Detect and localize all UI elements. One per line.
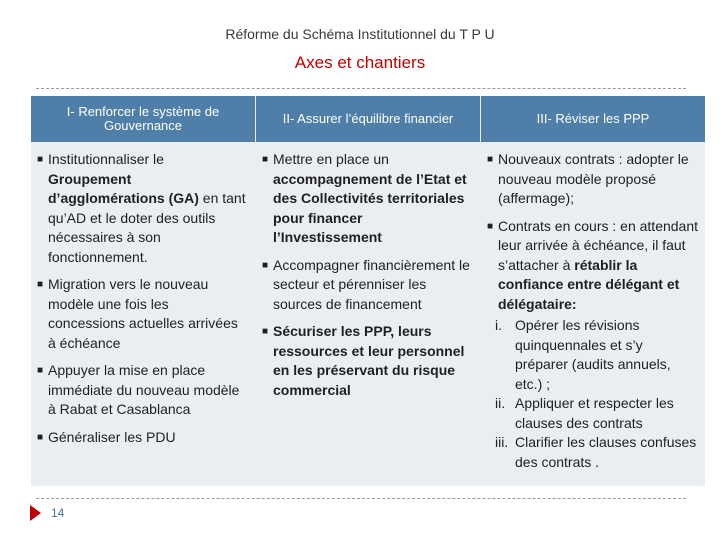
square-bullet-icon: ■	[37, 154, 44, 165]
square-bullet-icon: ■	[487, 154, 494, 165]
top-divider	[36, 88, 686, 89]
arrow-right-icon	[30, 505, 41, 521]
list-item	[37, 428, 249, 448]
sub-item-text: Clarifier les clauses confuses des contrats .	[515, 434, 697, 470]
axes-board	[31, 96, 705, 486]
square-bullet-icon: ■	[487, 220, 494, 232]
column-body	[481, 142, 705, 472]
item-text-bold: accompagnement de l’Etat et des Collectivités territoriales pour financer l’Investissement	[273, 170, 467, 245]
item-text: Généraliser les PDU	[48, 428, 176, 445]
page-subtitle: Axes et chantiers	[294, 53, 426, 72]
item-text: Mettre en place un	[273, 151, 389, 167]
item-text: Institutionnaliser le	[48, 151, 164, 167]
sub-list-item	[487, 433, 699, 472]
item-text: Accompagner financièrement le secteur et pérenniser les sources de financement	[273, 256, 470, 312]
column-ppp-review	[481, 96, 705, 486]
column-governance	[31, 96, 255, 486]
item-text: Appuyer la mise en place immédiate du nouveau modèle à Rabat et Casablanca	[48, 362, 240, 417]
square-bullet-icon: ■	[262, 326, 269, 337]
sub-item-number: ii.	[495, 395, 506, 411]
item-text-rest: en tant qu’AD et le doter des outils nécessaires à son fonctionnement.	[48, 190, 246, 265]
list-item	[37, 361, 249, 420]
sub-list-item	[487, 316, 699, 394]
square-bullet-icon: ■	[37, 279, 44, 290]
footer	[30, 505, 64, 521]
item-text-bold: Sécuriser les PPP, leurs ressources et leur personnel en les préservant du risque commercial	[273, 323, 465, 398]
column-body	[31, 142, 255, 447]
item-text-bold: Groupement d’agglomérations (GA)	[48, 170, 199, 206]
sub-item-number: i.	[495, 317, 502, 333]
list-item	[487, 217, 699, 315]
item-text-bold: rétablir la confiance entre délégant et délégataire:	[498, 256, 680, 312]
list-item	[262, 256, 474, 315]
list-item	[37, 275, 249, 353]
square-bullet-icon: ■	[37, 365, 44, 376]
list-item	[487, 150, 699, 209]
item-text: Nouveaux contrats : adopter le nouveau modèle proposé (affermage);	[498, 151, 689, 206]
list-item	[262, 322, 474, 400]
column-heading: III- Réviser les PPP	[481, 96, 705, 142]
list-item	[37, 150, 249, 267]
square-bullet-icon: ■	[262, 154, 269, 165]
sub-item-number: iii.	[495, 434, 509, 450]
column-heading: II- Assurer l’équilibre financier	[256, 96, 480, 142]
page-header-title: Réforme du Schéma Institutionnel du T P U	[225, 26, 495, 42]
item-text: Contrats en cours : en attendant leur arrivée à échéance, il faut s’attacher à	[498, 217, 699, 273]
column-financial-balance	[256, 96, 480, 486]
sub-list-item	[487, 394, 699, 433]
bottom-divider	[36, 498, 686, 499]
item-text: Migration vers le nouveau modèle une fois les concessions actuelles arrivées à échéance	[48, 276, 238, 351]
sub-item-text: Appliquer et respecter les clauses des contrats	[515, 395, 674, 431]
sub-item-text: Opérer les révisions quinquennales et s’y préparer (audits annuels, etc.) ;	[515, 317, 671, 392]
page-number: 14	[51, 506, 65, 520]
square-bullet-icon: ■	[37, 431, 44, 443]
column-body	[256, 142, 480, 400]
square-bullet-icon: ■	[262, 259, 269, 271]
list-item	[262, 150, 474, 248]
column-heading: I- Renforcer le système de Gouvernance	[31, 96, 255, 142]
